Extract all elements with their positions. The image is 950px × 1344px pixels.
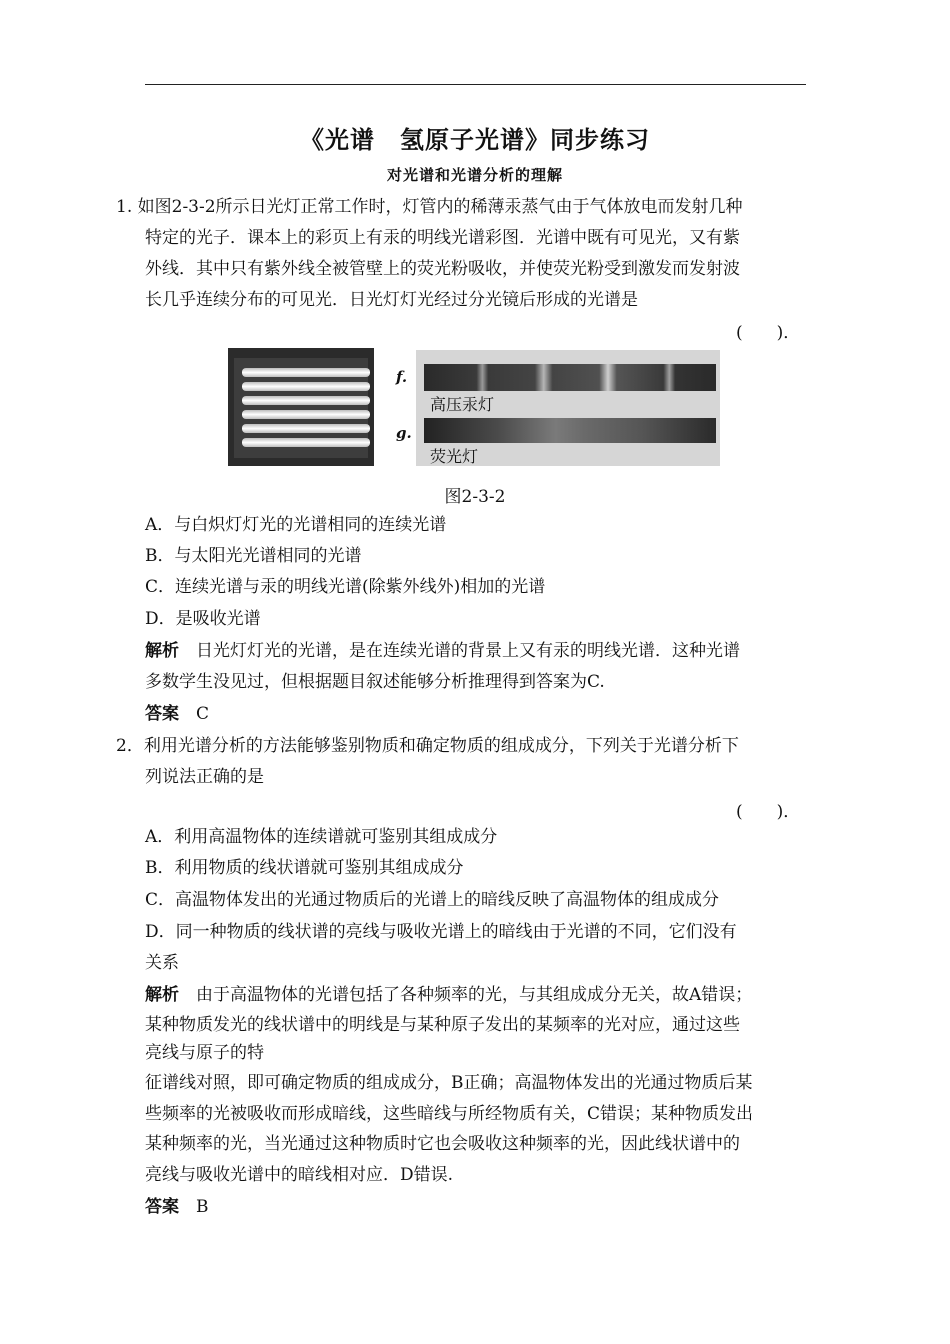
answer-label: 答案 [145,1197,179,1217]
q1-option-d: D．是吸收光谱 [145,609,261,629]
answer-value: C [196,704,210,724]
analysis-text: 由于高温物体的光谱包括了各种频率的光，与其组成成分无关，故A错误； [196,985,753,1005]
q1-line: 长几乎连续分布的可见光．日光灯灯光经过分光镜后形成的光谱是 [145,290,638,310]
q2-answer [145,1192,209,1223]
figure-2-3-2 [228,348,720,466]
q2-option-d: D．同一种物质的线状谱的亮线与吸收光谱上的暗线由于光谱的不同，它们没有 [145,922,737,942]
spectrum-f-strip [424,364,716,391]
q2-option-b: B．利用物质的线状谱就可鉴别其组成成分 [145,858,464,878]
q1-option-c: C．连续光谱与汞的明线光谱(除紫外线外)相加的光谱 [145,577,546,597]
spectrum-g-label: 荧光灯 [430,447,479,466]
spectrum-g-strip [424,418,716,443]
q1-option-a: A．与白炽灯灯光的光谱相同的连续光谱 [145,515,447,535]
q2-analysis-line: 某种频率的光，当光通过这种物质时它也会吸收这种频率的光，因此线状谱中的 [145,1134,740,1154]
q2-option-d-cont: 关系 [145,953,179,973]
q1-option-b: B．与太阳光光谱相同的光谱 [145,546,362,566]
header-rule [145,84,806,85]
q2-analysis-line: 征谱线对照，即可确定物质的组成成分，B正确；高温物体发出的光通过物质后某 [145,1073,753,1093]
analysis-text: 日光灯灯光的光谱，是在连续光谱的背景上又有汞的明线光谱．这种光谱 [196,641,740,661]
q1-analysis [145,636,740,667]
q2-option-c: C．高温物体发出的光通过物质后的光谱上的暗线反映了高温物体的组成成分 [145,890,720,910]
q1-line: 特定的光子．课本上的彩页上有汞的明线光谱彩图．光谱中既有可见光，又有紫 [145,228,740,248]
q1-answer [145,699,209,730]
q1-line: 外线．其中只有紫外线全被管壁上的荧光粉吸收，并使荧光粉受到激发而发射波 [145,259,740,279]
q1-line: 1. 如图2-3-2所示日光灯正常工作时，灯管内的稀薄汞蒸气由于气体放电而发射几种 [116,197,743,217]
q2-answer-blank: ( )． [736,802,801,822]
q2-analysis-line: 某种物质发光的线状谱中的明线是与某种原子发出的某频率的光对应，通过这些 [145,1015,740,1035]
q1-analysis-line: 多数学生没见过，但根据题目叙述能够分析推理得到答案为C. [145,672,605,692]
spectrum-f-label: 高压汞灯 [430,395,495,414]
q2-analysis-line: 些频率的光被吸收而形成暗线，这些暗线与所经物质有关，C错误；某种物质发出 [145,1104,754,1124]
analysis-label: 解析 [145,985,179,1005]
answer-value: B [196,1197,209,1217]
analysis-label: 解析 [145,641,179,661]
page-title: 《光谱 氢原子光谱》同步练习 [300,126,650,154]
section-heading: 对光谱和光谱分析的理解 [386,166,563,184]
q2-line: 列说法正确的是 [145,767,264,787]
q2-option-a: A．利用高温物体的连续谱就可鉴别其组成成分 [145,827,498,847]
q2-line: 2．利用光谱分析的方法能够鉴别物质和确定物质的组成成分，下列关于光谱分析下 [116,736,739,756]
label-g: g. [396,424,412,442]
q2-analysis-line: 亮线与原子的特 [145,1043,264,1063]
label-f: f. [396,368,408,386]
q2-analysis-line: 亮线与吸收光谱中的暗线相对应．D错误. [145,1165,454,1185]
q1-answer-blank: ( )． [736,323,801,343]
figure-caption: 图2-3-2 [444,487,506,507]
answer-label: 答案 [145,704,179,724]
q2-analysis [145,980,752,1011]
